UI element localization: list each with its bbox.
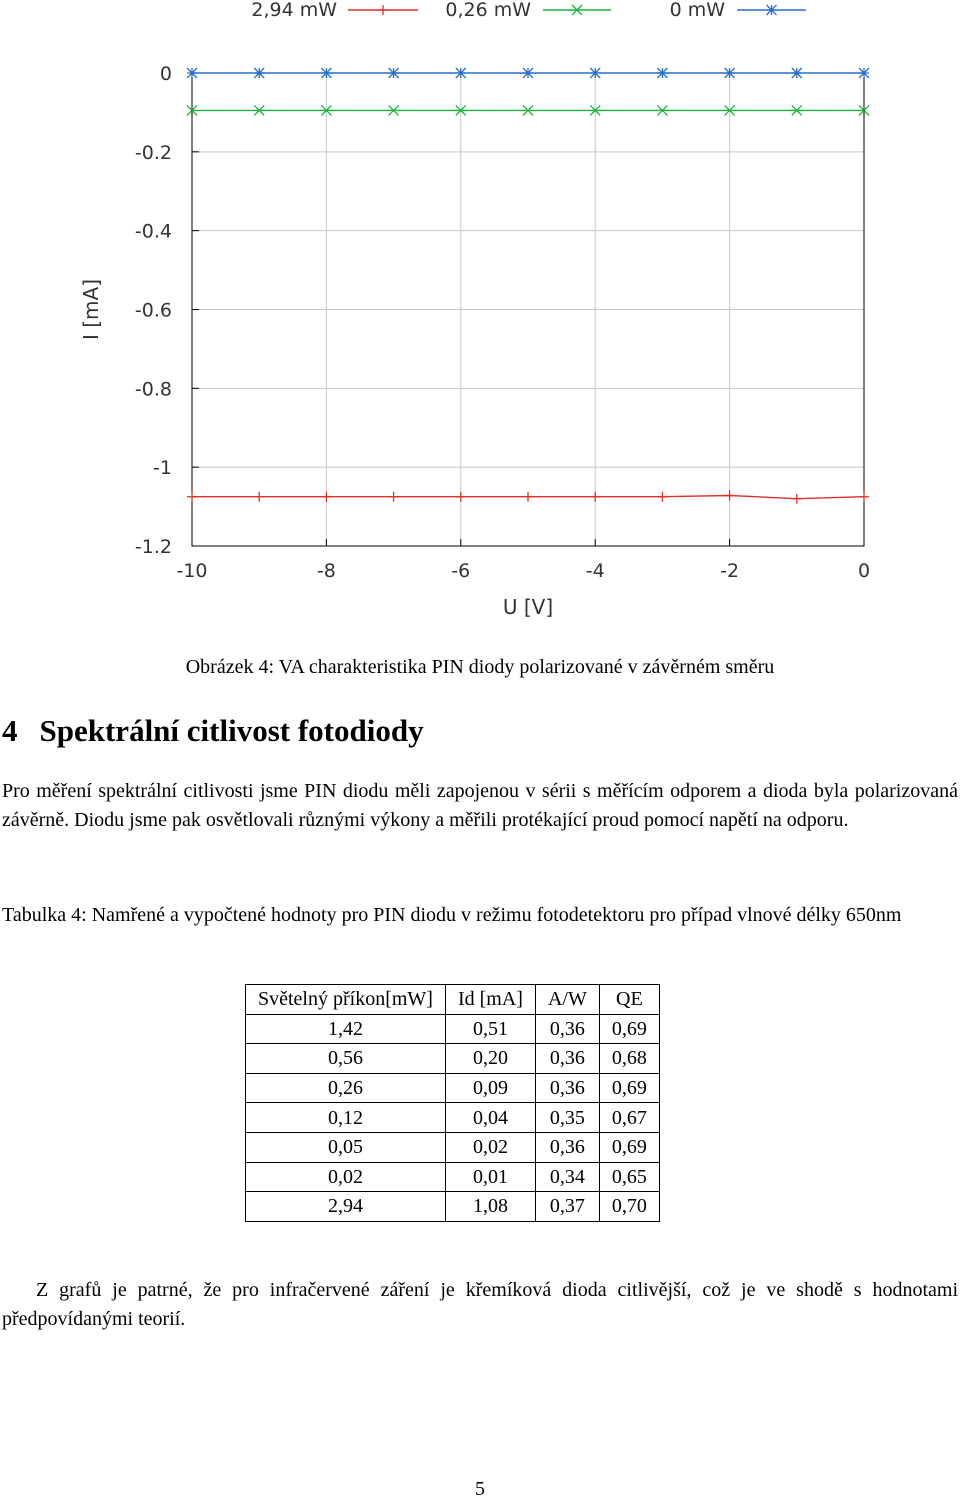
series-1 xyxy=(187,105,869,115)
figure-caption: Obrázek 4: VA charakteristika PIN diody polarizované v závěrném směru xyxy=(185,656,775,678)
cell-current: 0,02 xyxy=(445,1132,535,1162)
col-header-qe: QE xyxy=(599,985,659,1015)
legend-label: 0 mW xyxy=(669,0,725,21)
cell-qe: 0,68 xyxy=(599,1044,659,1074)
y-tick-label: -1 xyxy=(153,457,172,480)
data-point xyxy=(590,68,600,78)
data-point xyxy=(792,494,802,504)
data-point xyxy=(859,492,869,502)
cell-power: 0,56 xyxy=(246,1044,446,1074)
va-chart xyxy=(0,0,960,630)
cell-qe: 0,65 xyxy=(599,1162,659,1192)
cell-power: 0,12 xyxy=(246,1103,446,1133)
data-point xyxy=(389,68,399,78)
cell-current: 0,51 xyxy=(445,1014,535,1044)
table-header-row xyxy=(246,985,660,1015)
legend-label: 2,94 mW xyxy=(251,0,337,21)
cell-power: 0,02 xyxy=(246,1162,446,1192)
data-point xyxy=(254,492,264,502)
data-point xyxy=(725,68,735,78)
table-row xyxy=(246,1162,660,1192)
cell-power: 2,94 xyxy=(246,1192,446,1222)
x-tick-label: 0 xyxy=(857,560,871,582)
cell-responsivity: 0,36 xyxy=(535,1073,599,1103)
y-axis-label: I [mA] xyxy=(79,278,103,341)
legend-item xyxy=(251,0,418,21)
table-row xyxy=(246,1103,660,1133)
data-point xyxy=(792,68,802,78)
data-point xyxy=(523,68,533,78)
data-point xyxy=(725,491,735,501)
data-point xyxy=(859,68,869,78)
cell-responsivity: 0,37 xyxy=(535,1192,599,1222)
cell-power: 0,05 xyxy=(246,1132,446,1162)
cell-current: 0,04 xyxy=(445,1103,535,1133)
cell-power: 1,42 xyxy=(246,1014,446,1044)
x-tick-label: -4 xyxy=(585,560,605,582)
legend-label: 0,26 mW xyxy=(445,0,531,21)
measurement-table xyxy=(245,984,660,1222)
cell-qe: 0,70 xyxy=(599,1192,659,1222)
data-point xyxy=(378,5,388,15)
y-tick-label: 0 xyxy=(159,63,172,85)
cell-current: 0,09 xyxy=(445,1073,535,1103)
series-2 xyxy=(187,68,869,78)
legend-item xyxy=(445,0,611,21)
cell-current: 0,20 xyxy=(445,1044,535,1074)
cell-responsivity: 0,36 xyxy=(535,1132,599,1162)
data-point xyxy=(590,492,600,502)
section-title: Spektrální citlivost fotodiody xyxy=(39,713,424,748)
col-header-responsivity: A/W xyxy=(535,985,599,1015)
col-header-current: Id [mA] xyxy=(445,985,535,1015)
table-row xyxy=(246,1073,660,1103)
cell-current: 1,08 xyxy=(445,1192,535,1222)
cell-qe: 0,69 xyxy=(599,1132,659,1162)
x-axis-label: U [V] xyxy=(502,595,554,619)
cell-qe: 0,69 xyxy=(599,1073,659,1103)
y-tick-label: -0.6 xyxy=(134,299,172,322)
data-point xyxy=(657,492,667,502)
table-row xyxy=(246,1192,660,1222)
data-point xyxy=(657,68,667,78)
y-tick-label: -1.2 xyxy=(134,536,172,558)
legend-item xyxy=(670,0,806,21)
cell-qe: 0,69 xyxy=(599,1014,659,1044)
data-point xyxy=(456,492,466,502)
cell-responsivity: 0,35 xyxy=(535,1103,599,1133)
series-0 xyxy=(187,491,869,504)
paragraph-conclusion: Z grafů je patrné, že pro infračervené záření je křemíková dioda citlivější, což je ve shodě s hodnotami předpovídanými teorií. xyxy=(2,1279,958,1330)
cell-power: 0,26 xyxy=(246,1073,446,1103)
x-tick-label: -2 xyxy=(720,560,740,582)
x-tick-label: -6 xyxy=(451,560,471,582)
y-tick-label: -0.8 xyxy=(134,378,172,401)
table-row xyxy=(246,1132,660,1162)
data-point xyxy=(523,492,533,502)
data-point xyxy=(254,68,264,78)
cell-responsivity: 0,36 xyxy=(535,1044,599,1074)
table-caption: Tabulka 4: Namřené a vypočtené hodnoty pro PIN diodu v režimu fotodetektoru pro případ vlnové délky 650nm xyxy=(2,904,902,926)
data-point xyxy=(389,492,399,502)
y-tick-label: -0.2 xyxy=(134,141,172,164)
page-number: 5 xyxy=(475,1478,485,1500)
y-tick-label: -0.4 xyxy=(134,220,172,243)
cell-current: 0,01 xyxy=(445,1162,535,1192)
col-header-power: Světelný příkon[mW] xyxy=(246,985,446,1015)
paragraph-method: Pro měření spektrální citlivosti jsme PIN diodu měli zapojenou v sérii s měřícím odporem a dioda byla polarizovaná závěrně. Diodu jsme pak osvětlovali různými výkony a měřili protékající proud pomocí napětí na odporu. xyxy=(2,780,958,831)
section-number: 4 xyxy=(2,713,18,748)
x-tick-label: -10 xyxy=(176,560,208,582)
data-point xyxy=(321,68,331,78)
data-point xyxy=(187,492,197,502)
table-row xyxy=(246,1014,660,1044)
data-point xyxy=(456,68,466,78)
data-point xyxy=(767,5,777,15)
data-point xyxy=(187,68,197,78)
table-row xyxy=(246,1044,660,1074)
section-heading xyxy=(2,713,424,749)
data-point xyxy=(321,492,331,502)
cell-responsivity: 0,36 xyxy=(535,1014,599,1044)
cell-responsivity: 0,34 xyxy=(535,1162,599,1192)
cell-qe: 0,67 xyxy=(599,1103,659,1133)
x-tick-label: -8 xyxy=(316,560,336,582)
